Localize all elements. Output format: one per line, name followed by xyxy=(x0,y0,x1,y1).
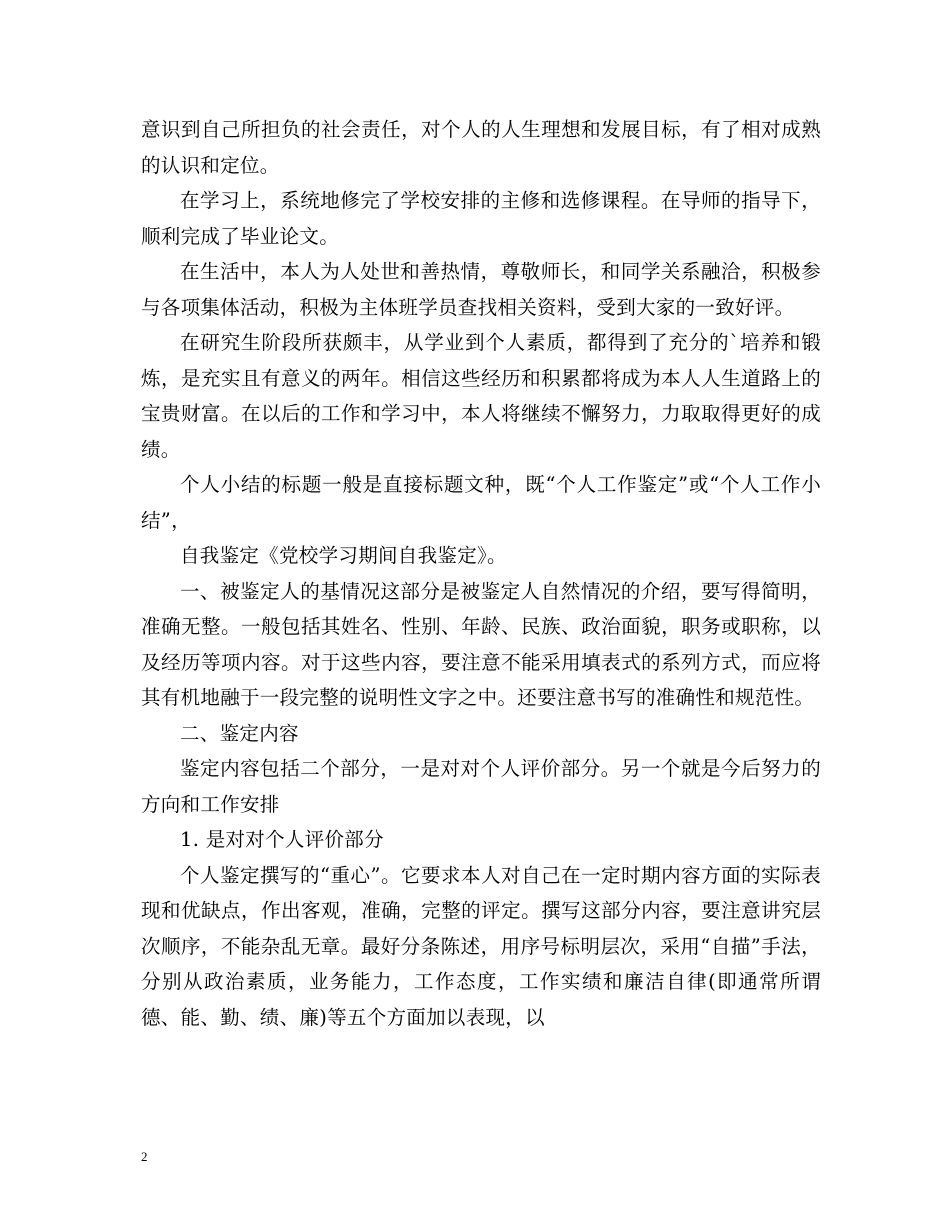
paragraph-focus: 个人鉴定撰写的“重心”。它要求本人对自己在一定时期内容方面的实际表现和优缺点，作出客观，准确，完整的评定。撰写这部分内容，要注意讲究层次顺序，不能杂乱无章。最好分条陈述，用序号标明层次，采用“自描”手法，分别从政治素质，业务能力，工作态度，工作实绩和廉洁自律(即通常所谓德、能、勤、绩、廉)等五个方面加以表现，以 xyxy=(141,863,821,1029)
document-body xyxy=(141,112,821,1035)
paragraph-graduate-summary: 在研究生阶段所获颇丰，从学业到个人素质，都得到了充分的`培养和锻炼，是充实且有意义的两年。相信这些经历和积累都将成为本人人生道路上的宝贵财富。在以后的工作和学习中，本人将继续不懈努力，力取取得更好的成绩。 xyxy=(141,331,821,461)
paragraph-section-one: 一、被鉴定人的基情况这部分是被鉴定人自然情况的介绍，要写得简明，准确无整。一般包括其姓名、性别、年龄、民族、政治面貌，职务或职称，以及经历等项内容。对于这些内容，要注意不能采用填表式的系列方式，而应将其有机地融于一段完整的说明性文字之中。还要注意书写的准确性和规范性。 xyxy=(141,579,821,709)
paragraph-life: 在生活中，本人为人处世和善热情，尊敬师长，和同学关系融洽，积极参与各项集体活动，积极为主体班学员查找相关资料，受到大家的一致好评。 xyxy=(141,260,821,319)
paragraph-continuation: 意识到自己所担负的社会责任，对个人的人生理想和发展目标，有了相对成熟的认识和定位。 xyxy=(141,118,821,177)
paragraph-summary-title: 个人小结的标题一般是直接标题文种，既“个人工作鉴定”或“个人工作小结”， xyxy=(141,473,821,532)
section-heading-two: 二、鉴定内容 xyxy=(180,721,299,745)
subsection-heading-one: 1. 是对对个人评价部分 xyxy=(180,828,384,851)
paragraph-study: 在学习上，系统地修完了学校安排的主修和选修课程。在导师的指导下，顺利完成了毕业论文。 xyxy=(141,189,821,248)
paragraph-self-appraisal: 自我鉴定《党校学习期间自我鉴定》。 xyxy=(180,544,507,567)
page-number: 2 xyxy=(141,1149,148,1164)
paragraph-appraisal-content: 鉴定内容包括二个部分，一是对对个人评价部分。另一个就是今后努力的方向和工作安排 xyxy=(141,757,821,816)
